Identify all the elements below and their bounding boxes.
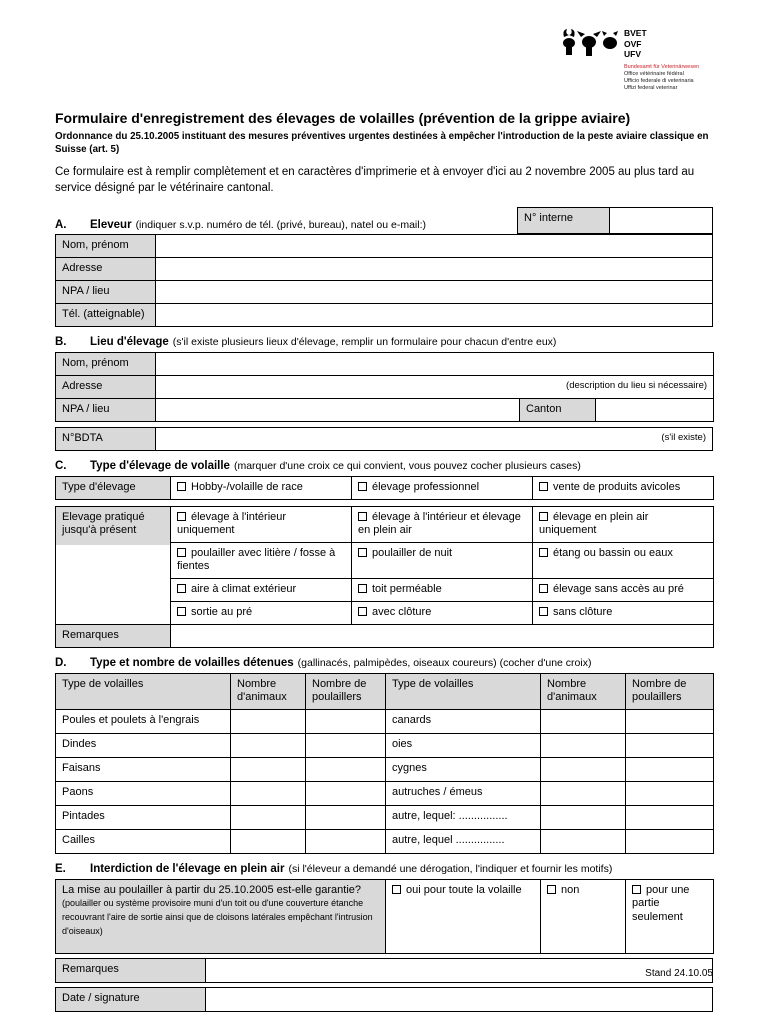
question-main: La mise au poulailler à partir du 25.10.2005 est-elle garantie?	[62, 883, 362, 896]
option-label: poulailler avec litière / fosse à fientes	[177, 546, 336, 573]
input-count[interactable]	[626, 757, 714, 781]
option-toit-permeable[interactable]	[352, 578, 533, 601]
label-elevage-pratique: Elevage pratiqué jusqu'à présent	[56, 507, 170, 545]
section-e-hint: (si l'éleveur a demandé une dérogation, l'indiquer et fournir les motifs)	[288, 862, 613, 875]
option-oui-toute[interactable]	[386, 879, 541, 953]
input-count[interactable]	[306, 757, 386, 781]
option-non[interactable]	[541, 879, 626, 953]
option-label: toit perméable	[372, 582, 442, 595]
checkbox-icon[interactable]	[358, 512, 367, 521]
logo-acronyms	[624, 26, 647, 60]
col-header: Nombre d'animaux	[541, 673, 626, 709]
input-count[interactable]	[231, 805, 306, 829]
org-name-fr: Office vétérinaire fédéral	[624, 70, 684, 77]
option-avec-cloture[interactable]	[352, 601, 533, 624]
species-label: Dindes	[56, 733, 231, 757]
checkbox-icon[interactable]	[539, 584, 548, 593]
header	[55, 26, 713, 98]
table-row	[56, 757, 714, 781]
option-etang[interactable]	[533, 542, 714, 578]
input-lieu-adresse[interactable]	[156, 375, 714, 398]
section-c-letter: C.	[55, 459, 67, 472]
col-header: Nombre d'animaux	[231, 673, 306, 709]
table-row	[56, 733, 714, 757]
section-d-hint: (gallinacés, palmipèdes, oiseaux coureurs) (cocher d'une croix)	[297, 656, 592, 669]
checkbox-icon[interactable]	[539, 512, 548, 521]
input-count[interactable]	[541, 733, 626, 757]
col-header: Nombre de poulaillers	[306, 673, 386, 709]
option-label: élevage sans accès au pré	[553, 582, 684, 595]
species-label: autre, lequel: ................	[386, 805, 541, 829]
section-b-letter: B.	[55, 335, 67, 348]
adresse-note: (description du lieu si nécessaire)	[566, 379, 708, 391]
input-count[interactable]	[541, 781, 626, 805]
version-stamp: Stand 24.10.05	[645, 968, 713, 979]
species-label: oies	[386, 733, 541, 757]
input-count[interactable]	[626, 781, 714, 805]
section-e-letter: E.	[55, 862, 66, 875]
option-label: étang ou bassin ou eaux	[553, 546, 673, 559]
option-label: Hobby-/volaille de race	[191, 480, 303, 493]
label-lieu-nom: Nom, prénom	[56, 352, 156, 375]
option-label: avec clôture	[372, 605, 432, 618]
org-name-de: Bundesamt für Veterinärwesen	[624, 64, 700, 70]
elevage-pratique-table	[55, 506, 714, 648]
option-label: pour une partie seulement	[632, 883, 690, 923]
checkbox-icon[interactable]	[392, 885, 401, 894]
col-header: Type de volailles	[56, 673, 231, 709]
option-label: vente de produits avicoles	[553, 480, 681, 493]
option-sans-cloture[interactable]	[533, 601, 714, 624]
checkbox-icon[interactable]	[358, 607, 367, 616]
label-type-elevage: Type d'élevage	[56, 476, 171, 499]
table-row	[56, 829, 714, 853]
input-count[interactable]	[306, 829, 386, 853]
input-date-signature[interactable]	[206, 987, 713, 1011]
question-cell	[56, 879, 386, 953]
label-nom-prenom: Nom, prénom	[56, 234, 156, 257]
section-b-header	[55, 336, 713, 348]
checkbox-icon[interactable]	[358, 482, 367, 491]
input-count[interactable]	[626, 709, 714, 733]
checkbox-icon[interactable]	[547, 885, 556, 894]
label-elevage-pratique-cell	[56, 506, 171, 624]
option-interieur-plein-air[interactable]	[352, 506, 533, 542]
species-label: Paons	[56, 781, 231, 805]
input-remarques-c[interactable]	[171, 624, 714, 647]
input-lieu-nom[interactable]	[156, 352, 714, 375]
input-count[interactable]	[541, 829, 626, 853]
logo-acronym-fr: OVF	[624, 38, 642, 49]
input-count[interactable]	[231, 781, 306, 805]
label-remarques-e: Remarques	[56, 958, 206, 982]
label-tel: Tél. (atteignable)	[56, 303, 156, 326]
input-count[interactable]	[231, 757, 306, 781]
volailles-table	[55, 673, 714, 854]
input-remarques-e[interactable]	[206, 958, 713, 982]
bdta-note: (s'il existe)	[661, 431, 706, 443]
option-label: aire à climat extérieur	[191, 582, 297, 595]
input-count[interactable]	[306, 709, 386, 733]
checkbox-icon[interactable]	[539, 607, 548, 616]
table-row	[56, 805, 714, 829]
table-row	[56, 781, 714, 805]
option-plein-air[interactable]	[533, 506, 714, 542]
federal-logo	[561, 26, 713, 98]
section-a-letter: A.	[55, 218, 67, 231]
species-label: cygnes	[386, 757, 541, 781]
input-eleveur-nom[interactable]	[156, 234, 713, 257]
checkbox-icon[interactable]	[177, 584, 186, 593]
date-signature-table	[55, 987, 713, 1012]
option-poulailler-nuit[interactable]	[352, 542, 533, 578]
input-count[interactable]	[541, 709, 626, 733]
option-label: élevage à l'intérieur uniquement	[177, 510, 287, 537]
ordinance-subtitle: Ordonnance du 25.10.2005 instituant des mesures préventives urgentes destinées à empêcher l'introduction de la peste aviaire classique en Suisse (art. 5)	[55, 131, 709, 155]
option-sortie-pre[interactable]	[171, 601, 352, 624]
interne-input-cell[interactable]	[610, 207, 713, 233]
section-c-header	[55, 460, 713, 472]
intro-paragraph: Ce formulaire est à remplir complètement et en caractères d'imprimerie et à envoyer d'ici au 2 novembre 2005 au plus tard au service désigné par le vétérinaire cantonal.	[55, 166, 695, 194]
option-sans-acces[interactable]	[533, 578, 714, 601]
section-e-header	[55, 863, 713, 875]
checkbox-icon[interactable]	[177, 607, 186, 616]
input-eleveur-npa[interactable]	[156, 280, 713, 303]
checkbox-icon[interactable]	[539, 482, 548, 491]
section-b-title: Lieu d'élevage	[90, 335, 169, 348]
input-count[interactable]	[231, 733, 306, 757]
section-c-hint: (marquer d'une croix ce qui convient, vous pouvez cocher plusieurs cases)	[233, 459, 581, 472]
input-count[interactable]	[626, 733, 714, 757]
option-litiere[interactable]	[171, 542, 352, 578]
species-label: Faisans	[56, 757, 231, 781]
species-label: Poules et poulets à l'engrais	[56, 709, 231, 733]
option-professionnel[interactable]	[352, 476, 533, 499]
input-count[interactable]	[626, 829, 714, 853]
form-page	[55, 26, 713, 1012]
input-count[interactable]	[306, 781, 386, 805]
section-a-title: Eleveur	[90, 218, 132, 231]
option-label: poulailler de nuit	[372, 546, 453, 559]
checkbox-icon[interactable]	[358, 548, 367, 557]
option-hobby[interactable]	[171, 476, 352, 499]
checkbox-icon[interactable]	[539, 548, 548, 557]
input-count[interactable]	[231, 829, 306, 853]
species-label: Pintades	[56, 805, 231, 829]
option-label: sortie au pré	[191, 605, 253, 618]
interne-label: N° interne	[518, 207, 610, 233]
species-label: canards	[386, 709, 541, 733]
plein-air-table	[55, 879, 714, 954]
section-d-letter: D.	[55, 656, 67, 669]
section-a-header	[55, 207, 713, 234]
input-lieu-npa[interactable]	[156, 398, 520, 421]
remarques-e-table	[55, 958, 713, 983]
input-count[interactable]	[541, 805, 626, 829]
label-lieu-adresse: Adresse	[56, 375, 156, 398]
input-eleveur-tel[interactable]	[156, 303, 713, 326]
label-lieu-npa: NPA / lieu	[56, 398, 156, 421]
section-a-hint: (indiquer s.v.p. numéro de tél. (privé, bureau), natel ou e-mail:)	[135, 218, 427, 231]
eleveur-table	[55, 234, 713, 327]
species-label: autre, lequel ................	[386, 829, 541, 853]
col-header: Type de volailles	[386, 673, 541, 709]
label-npa-lieu: NPA / lieu	[56, 280, 156, 303]
animal-silhouettes-icon	[561, 26, 619, 62]
checkbox-icon[interactable]	[632, 885, 641, 894]
interne-box	[517, 207, 713, 234]
logo-acronym-de: BVET	[624, 28, 647, 38]
option-label: élevage en plein air uniquement	[539, 510, 649, 537]
checkbox-icon[interactable]	[177, 512, 186, 521]
input-count[interactable]	[306, 805, 386, 829]
input-eleveur-adresse[interactable]	[156, 257, 713, 280]
logo-acronym-it: UFV	[624, 49, 641, 60]
input-count[interactable]	[541, 757, 626, 781]
label-bdta: N°BDTA	[56, 427, 156, 450]
lieu-table	[55, 352, 714, 422]
option-label: non	[561, 883, 580, 896]
input-count[interactable]	[306, 733, 386, 757]
bdta-table	[55, 427, 713, 451]
option-label: élevage professionnel	[372, 480, 480, 493]
checkbox-icon[interactable]	[177, 482, 186, 491]
option-interieur[interactable]	[171, 506, 352, 542]
species-label: Cailles	[56, 829, 231, 853]
checkbox-icon[interactable]	[358, 584, 367, 593]
option-partie[interactable]	[626, 879, 714, 953]
org-name-it: Ufficio federale di veterinaria	[624, 77, 694, 84]
checkbox-icon[interactable]	[177, 548, 186, 557]
input-canton[interactable]	[596, 398, 714, 421]
input-count[interactable]	[626, 805, 714, 829]
option-climat-exterieur[interactable]	[171, 578, 352, 601]
question-detail: (poulailler ou système provisoire muni d'un toit ou d'une couverture étanche recouvrant l'aire de sortie ainsi que de cloisons latérales empêchant l'intrusion d'oiseaux)	[62, 898, 373, 936]
org-name-rm: Uffizi federal veterinar	[624, 84, 678, 91]
species-label: autruches / émeus	[386, 781, 541, 805]
option-label: élevage à l'intérieur et élevage en plein air	[358, 510, 521, 537]
label-adresse: Adresse	[56, 257, 156, 280]
option-label: oui pour toute la volaille	[406, 883, 522, 896]
option-label: sans clôture	[553, 605, 613, 618]
section-c-title: Type d'élevage de volaille	[90, 459, 230, 472]
type-elevage-table	[55, 476, 714, 500]
label-canton: Canton	[520, 398, 596, 421]
section-e-title: Interdiction de l'élevage en plein air	[90, 862, 285, 875]
input-bdta[interactable]	[156, 427, 713, 450]
section-b-hint: (s'il existe plusieurs lieux d'élevage, remplir un formulaire pour chacun d'entre eux)	[172, 335, 557, 348]
section-d-title: Type et nombre de volailles détenues	[90, 656, 294, 669]
option-vente[interactable]	[533, 476, 714, 499]
col-header: Nombre de poulaillers	[626, 673, 714, 709]
label-date-signature: Date / signature	[56, 987, 206, 1011]
org-names	[624, 64, 713, 92]
input-count[interactable]	[231, 709, 306, 733]
section-d-header	[55, 657, 713, 669]
label-remarques-c: Remarques	[56, 624, 171, 647]
form-title: Formulaire d'enregistrement des élevages de volailles (prévention de la grippe aviaire)	[55, 110, 631, 126]
table-row	[56, 709, 714, 733]
